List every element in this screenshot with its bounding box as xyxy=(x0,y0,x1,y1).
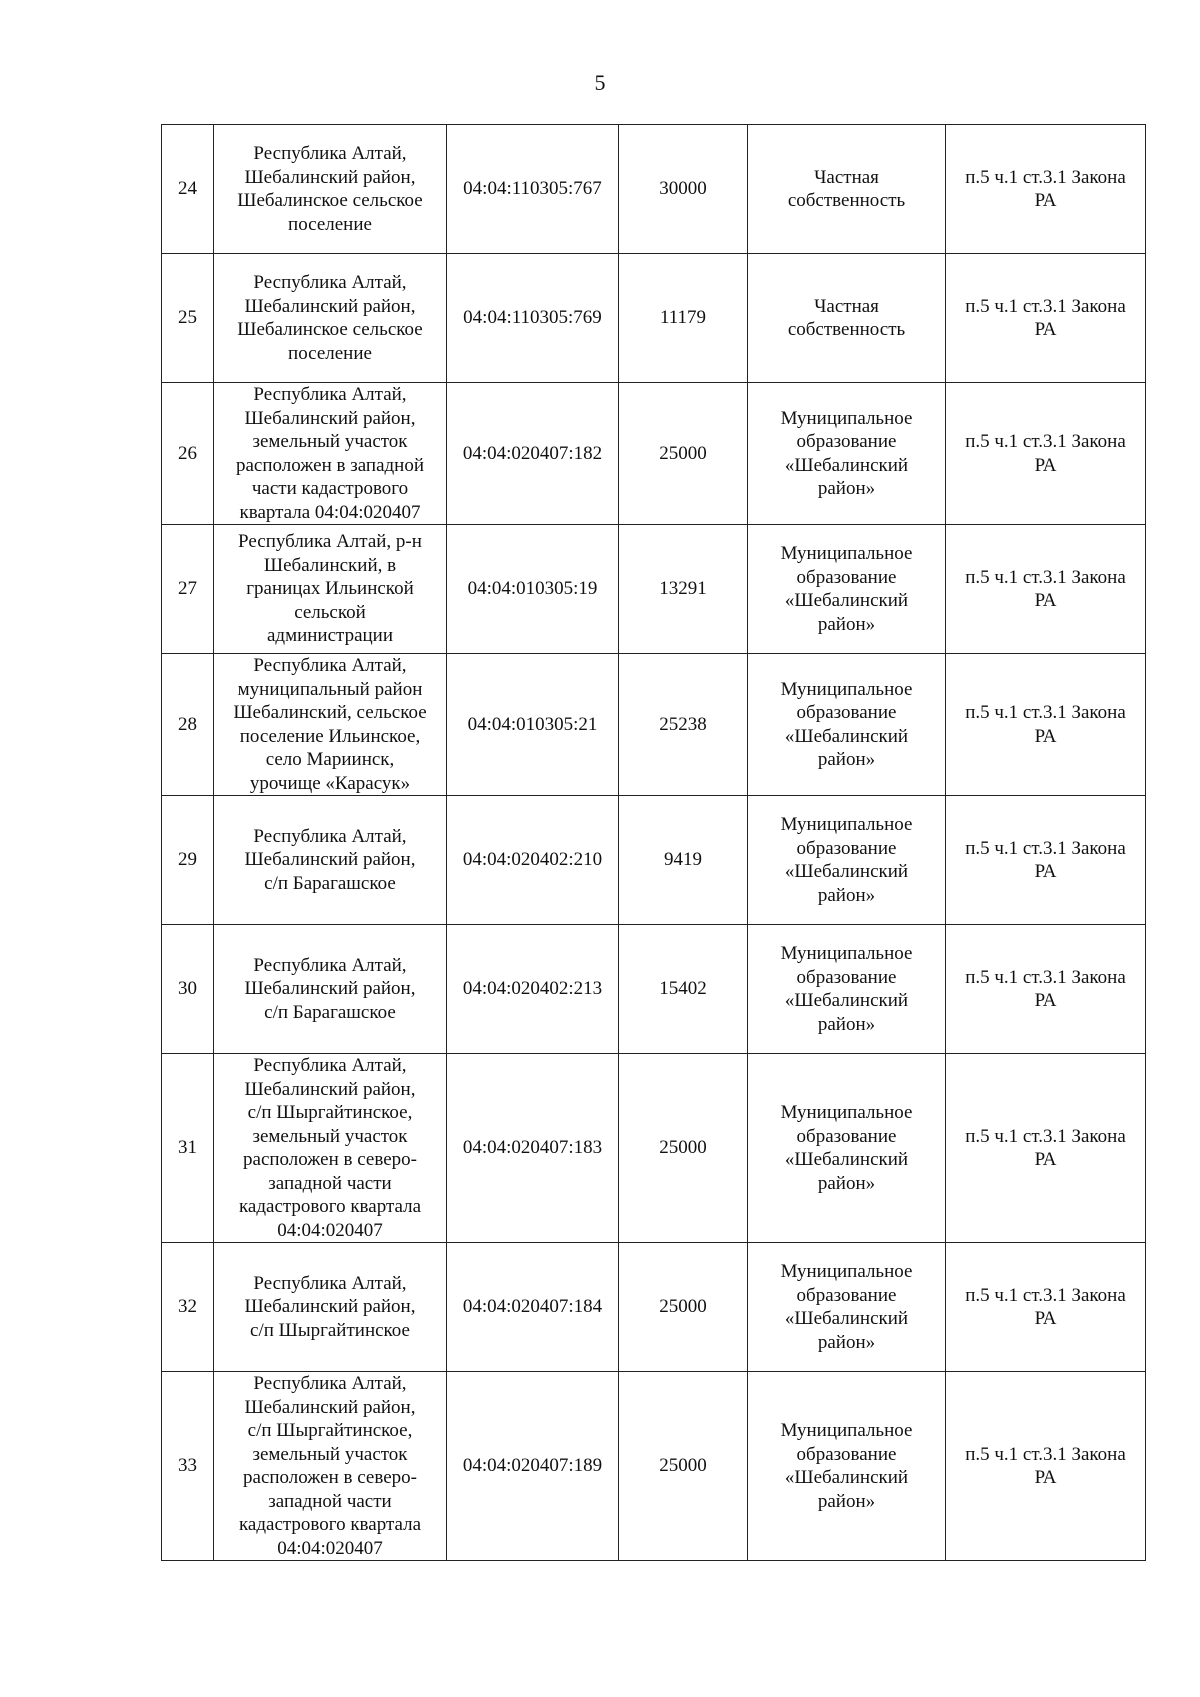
area-cell: 25238 xyxy=(619,654,748,796)
ownership-line: «Шебалинский xyxy=(784,1149,909,1170)
location-line: Республика Алтай, xyxy=(253,384,407,405)
location-line: Шебалинский район, xyxy=(244,295,416,317)
table-row xyxy=(162,125,1146,254)
location-line: 04:04:020407 xyxy=(277,1219,383,1241)
location-line: поселение xyxy=(288,342,372,364)
table-row xyxy=(162,525,1146,654)
table-row xyxy=(162,1054,1146,1243)
legal-basis-line: п.5 ч.1 ст.3.1 Закона xyxy=(965,1125,1126,1147)
location-line: Шебалинский район, xyxy=(244,978,416,1000)
row-number-cell: 24 xyxy=(162,125,214,254)
location-line: с/п Барагашское xyxy=(264,1001,396,1023)
ownership-cell xyxy=(748,654,946,796)
location-line: Республика Алтай, xyxy=(253,954,407,976)
location-line: Республика Алтай, xyxy=(253,655,407,676)
location-line: расположен в западной xyxy=(235,454,425,476)
location-cell xyxy=(214,796,447,925)
legal-basis-line: РА xyxy=(1034,190,1057,211)
ownership-line: Муниципальное xyxy=(780,1261,913,1282)
location-line: с/п Барагашское xyxy=(264,872,396,894)
row-number-cell: 33 xyxy=(162,1372,214,1561)
legal-basis-cell xyxy=(946,1243,1146,1372)
table-row xyxy=(162,254,1146,383)
location-line: поселение xyxy=(288,213,372,235)
ownership-line: Муниципальное xyxy=(780,1420,913,1441)
location-line: Шебалинский район, xyxy=(244,407,416,429)
ownership-cell xyxy=(748,1372,946,1561)
ownership-line: «Шебалинский xyxy=(784,725,909,747)
location-cell xyxy=(214,125,447,254)
location-line: Республика Алтай, xyxy=(253,1373,407,1394)
table-row xyxy=(162,383,1146,525)
ownership-cell xyxy=(748,254,946,383)
location-line: Шебалинский район, xyxy=(244,1078,416,1100)
legal-basis-line: РА xyxy=(1034,725,1057,747)
ownership-line: образование xyxy=(796,966,897,988)
location-line: земельный участок xyxy=(252,1443,408,1465)
ownership-cell xyxy=(748,1243,946,1372)
legal-basis-line: п.5 ч.1 ст.3.1 Закона xyxy=(965,702,1126,723)
page-number: 5 xyxy=(594,70,606,95)
ownership-line: образование xyxy=(796,431,897,452)
location-line: Республика Алтай, xyxy=(253,825,407,847)
row-number-cell: 29 xyxy=(162,796,214,925)
location-line: земельный участок xyxy=(252,431,408,452)
location-line: квартала 04:04:020407 xyxy=(239,501,421,523)
ownership-line: «Шебалинский xyxy=(784,990,909,1011)
location-line: расположен в северо- xyxy=(243,1149,417,1170)
legal-basis-line: п.5 ч.1 ст.3.1 Закона xyxy=(965,566,1126,588)
area-cell: 25000 xyxy=(619,1243,748,1372)
area-cell: 15402 xyxy=(619,925,748,1054)
row-number-cell: 30 xyxy=(162,925,214,1054)
location-line: Шебалинский, в xyxy=(263,554,397,576)
ownership-line: образование xyxy=(796,1443,897,1465)
location-line: Шебалинский район, xyxy=(244,166,416,188)
area-cell: 13291 xyxy=(619,525,748,654)
location-line: Шебалинский район, xyxy=(244,1296,416,1318)
location-line: муниципальный район xyxy=(237,678,423,700)
legal-basis-cell xyxy=(946,925,1146,1054)
ownership-line: район» xyxy=(817,749,876,770)
cadastral-number-cell: 04:04:020407:182 xyxy=(447,383,619,525)
ownership-line: собственность xyxy=(787,319,906,340)
location-line: с/п Шыргайтинское, xyxy=(247,1102,413,1123)
location-cell xyxy=(214,654,447,796)
ownership-cell xyxy=(748,796,946,925)
ownership-cell xyxy=(748,1054,946,1243)
ownership-line: Муниципальное xyxy=(780,814,913,835)
cadastral-number-cell: 04:04:020407:183 xyxy=(447,1054,619,1243)
legal-basis-line: п.5 ч.1 ст.3.1 Закона xyxy=(965,431,1126,452)
location-line: Шебалинское сельское xyxy=(237,190,423,211)
location-line: Шебалинское сельское xyxy=(237,319,423,340)
ownership-line: район» xyxy=(817,478,876,499)
area-cell: 11179 xyxy=(619,254,748,383)
location-cell xyxy=(214,1372,447,1561)
ownership-cell xyxy=(748,125,946,254)
legal-basis-line: РА xyxy=(1034,1308,1057,1329)
legal-basis-line: РА xyxy=(1034,319,1057,340)
cadastral-number-cell: 04:04:110305:767 xyxy=(447,125,619,254)
row-number-cell: 27 xyxy=(162,525,214,654)
location-line: поселение Ильинское, xyxy=(239,725,421,747)
ownership-cell xyxy=(748,925,946,1054)
ownership-line: Муниципальное xyxy=(780,678,913,700)
cadastral-number-cell: 04:04:020407:189 xyxy=(447,1372,619,1561)
location-line: с/п Шыргайтинское xyxy=(250,1319,410,1341)
table-row xyxy=(162,1372,1146,1561)
table-row xyxy=(162,654,1146,796)
legal-basis-line: п.5 ч.1 ст.3.1 Закона xyxy=(965,837,1126,859)
legal-basis-cell xyxy=(946,654,1146,796)
ownership-line: район» xyxy=(817,1013,876,1035)
cadastral-number-cell: 04:04:020402:210 xyxy=(447,796,619,925)
ownership-line: район» xyxy=(817,1490,876,1512)
cadastral-number-cell: 04:04:020407:184 xyxy=(447,1243,619,1372)
legal-basis-cell xyxy=(946,383,1146,525)
ownership-line: образование xyxy=(796,566,897,588)
legal-basis-line: п.5 ч.1 ст.3.1 Закона xyxy=(965,295,1126,317)
row-number-cell: 28 xyxy=(162,654,214,796)
location-cell xyxy=(214,1054,447,1243)
location-cell xyxy=(214,254,447,383)
area-cell: 25000 xyxy=(619,1054,748,1243)
location-line: урочище «Карасук» xyxy=(249,772,411,794)
ownership-line: район» xyxy=(817,1172,876,1194)
ownership-line: Муниципальное xyxy=(780,543,913,564)
location-line: границах Ильинской xyxy=(246,578,414,600)
ownership-line: район» xyxy=(817,613,876,635)
ownership-line: Частная xyxy=(814,166,879,188)
legal-basis-line: п.5 ч.1 ст.3.1 Закона xyxy=(965,1443,1126,1465)
location-cell xyxy=(214,925,447,1054)
location-line: кадастрового квартала xyxy=(238,1196,422,1217)
legal-basis-line: РА xyxy=(1034,1467,1057,1488)
legal-basis-line: РА xyxy=(1034,454,1057,476)
cadastral-number-cell: 04:04:010305:21 xyxy=(447,654,619,796)
table-row xyxy=(162,925,1146,1054)
legal-basis-line: п.5 ч.1 ст.3.1 Закона xyxy=(965,966,1126,988)
location-line: Шебалинский район, xyxy=(244,1396,416,1418)
area-cell: 9419 xyxy=(619,796,748,925)
area-cell: 30000 xyxy=(619,125,748,254)
location-line: сельской xyxy=(294,601,366,623)
ownership-line: собственность xyxy=(787,190,906,211)
legal-basis-line: п.5 ч.1 ст.3.1 Закона xyxy=(965,1284,1126,1306)
legal-basis-cell xyxy=(946,525,1146,654)
legal-basis-line: РА xyxy=(1034,1149,1057,1170)
cadastral-number-cell: 04:04:010305:19 xyxy=(447,525,619,654)
row-number-cell: 26 xyxy=(162,383,214,525)
legal-basis-line: РА xyxy=(1034,990,1057,1011)
location-line: расположен в северо- xyxy=(243,1467,417,1488)
ownership-line: район» xyxy=(817,884,876,906)
area-cell: 25000 xyxy=(619,1372,748,1561)
ownership-line: образование xyxy=(796,1125,897,1147)
ownership-line: образование xyxy=(796,1284,897,1306)
location-line: Республика Алтай, xyxy=(253,272,407,293)
location-line: Республика Алтай, xyxy=(253,1055,407,1076)
land-plots-table xyxy=(161,124,1146,1561)
location-line: кадастрового квартала xyxy=(238,1514,422,1535)
cadastral-number-cell: 04:04:110305:769 xyxy=(447,254,619,383)
ownership-cell xyxy=(748,383,946,525)
ownership-line: образование xyxy=(796,837,897,859)
ownership-line: Муниципальное xyxy=(780,1102,913,1123)
ownership-line: «Шебалинский xyxy=(784,1308,909,1329)
legal-basis-cell xyxy=(946,796,1146,925)
legal-basis-line: РА xyxy=(1034,861,1057,882)
legal-basis-line: п.5 ч.1 ст.3.1 Закона xyxy=(965,166,1126,188)
ownership-line: Муниципальное xyxy=(780,407,913,429)
ownership-line: «Шебалинский xyxy=(784,1467,909,1488)
location-line: Республика Алтай, xyxy=(253,143,407,164)
location-line: 04:04:020407 xyxy=(277,1537,383,1559)
location-line: Шебалинский, сельское xyxy=(233,702,427,723)
ownership-cell xyxy=(748,525,946,654)
location-cell xyxy=(214,1243,447,1372)
location-line: западной части xyxy=(268,1172,392,1194)
legal-basis-cell xyxy=(946,1054,1146,1243)
location-line: Шебалинский район, xyxy=(244,849,416,871)
ownership-line: «Шебалинский xyxy=(784,454,909,476)
ownership-line: Муниципальное xyxy=(780,943,913,964)
area-cell: 25000 xyxy=(619,383,748,525)
location-line: с/п Шыргайтинское, xyxy=(247,1420,413,1441)
location-cell xyxy=(214,383,447,525)
ownership-line: образование xyxy=(796,702,897,723)
location-line: администрации xyxy=(266,625,394,647)
location-line: земельный участок xyxy=(252,1125,408,1147)
table-row xyxy=(162,796,1146,925)
legal-basis-cell xyxy=(946,254,1146,383)
legal-basis-cell xyxy=(946,1372,1146,1561)
row-number-cell: 32 xyxy=(162,1243,214,1372)
ownership-line: район» xyxy=(817,1331,876,1353)
location-line: Республика Алтай, р-н xyxy=(238,531,422,553)
location-line: село Мариинск, xyxy=(265,749,395,770)
ownership-line: Частная xyxy=(814,295,879,317)
row-number-cell: 25 xyxy=(162,254,214,383)
location-line: западной части xyxy=(268,1490,392,1512)
cadastral-number-cell: 04:04:020402:213 xyxy=(447,925,619,1054)
row-number-cell: 31 xyxy=(162,1054,214,1243)
ownership-line: «Шебалинский xyxy=(784,590,909,611)
table-row xyxy=(162,1243,1146,1372)
table-body xyxy=(162,125,1146,1561)
location-line: части кадастрового xyxy=(251,478,409,499)
ownership-line: «Шебалинский xyxy=(784,861,909,882)
legal-basis-line: РА xyxy=(1034,590,1057,611)
legal-basis-cell xyxy=(946,125,1146,254)
location-line: Республика Алтай, xyxy=(253,1272,407,1294)
location-cell xyxy=(214,525,447,654)
